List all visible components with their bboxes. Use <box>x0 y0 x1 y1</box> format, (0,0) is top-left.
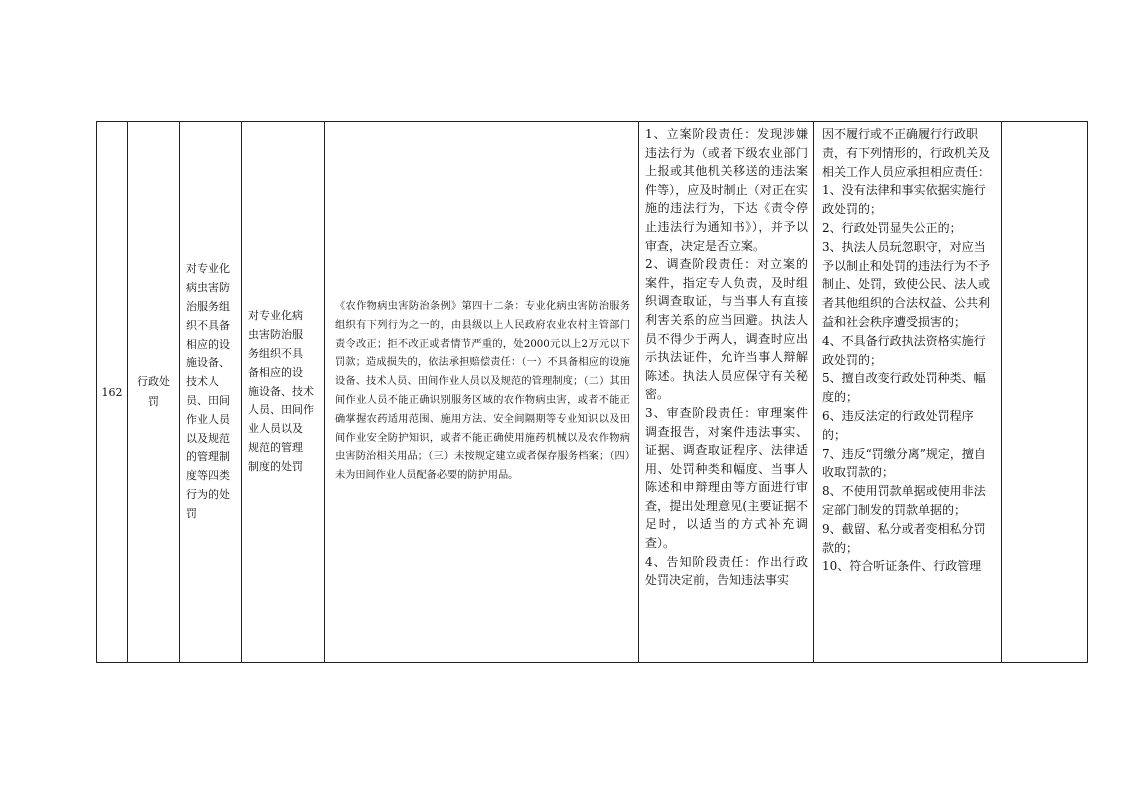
cell-category <box>128 122 180 663</box>
power-sub-item: 对专业化病 虫害防治服 务组织不具 备相应的设 施设备、技术 人员、田间作 业人员以及 规范的管理 制度的处罚 <box>248 309 314 473</box>
cell-item-name <box>180 122 242 663</box>
accountability-text: 因不履行或不正确履行行政职责，有下列情形的，行政机关及相关工作人员应承担相应责任： 1、没有法律和事实依据实施行政处罚的； 2、行政处罚显失公正的； 3、执法人员玩忽职守，对应当予以制止和处罚的违法行为不予制止、处罚，致使公民、法人或者其他组织的合法权益、公共利益和社会秩序遭受损害的； 4、不具备行政执法资格实施行政处罚的； 5、擅自改变行政处罚种类、幅度的； 6、违反法定的行政处罚程序的； 7、违反“罚缴分离”规定，擅自收取罚款的； 8、不使用罚款单据或使用非法定部门制发的罚款单据的； 9、截留、私分或者变相私分罚款的； 10、符合听证条件、行政管理 <box>822 127 991 574</box>
power-category: 行政处 罚 <box>137 375 170 408</box>
power-item-name: 对专业化 病虫害防 治服务组 织不具备 相应的设 施设备、 技术人 员、田间 作业人员 以及规范 的管理制 度等四类 行为的处 罚 <box>186 262 230 520</box>
cell-remarks <box>1002 122 1088 663</box>
cell-sub-item <box>242 122 325 663</box>
cell-accountability <box>814 122 1002 663</box>
legal-basis-text: 《农作物病虫害防治条例》第四十二条：专业化病虫害防治服务组织有下列行为之一的，由县级以上人民政府农业农村主管部门责令改正；拒不改正或者情节严重的，处2000元以上2万元以下罚款；造成损失的，依法承担赔偿责任：（一）不具备相应的设施设备、技术人员、田间作业人员以及规范的管理制度；（二）其田间作业人员不能正确识别服务区域的农作物病虫害，或者不能正确掌握农药适用范围、施用方法、安全间隔期等专业知识以及田间作业安全防护知识，或者不能正确使用施药机械以及农作物病虫害防治相关用品；（三）未按规定建立或者保存服务档案；（四）未为田间作业人员配备必要的防护用品。 <box>335 301 630 482</box>
row-number: 162 <box>101 385 123 399</box>
power-list-table <box>96 121 1088 663</box>
cell-number <box>97 122 128 663</box>
responsibility-text: 1、立案阶段责任：发现涉嫌违法行为（或者下级农业部门上报或其他机关移送的违法案件等），应及时制止（对正在实施的违法行为，下达《责令停止违法行为通知书》），并予以审查，决定是否立案。 2、调查阶段责任：对立案的案件，指定专人负责，及时组织调查取证，与当事人有直接利害关系的应当回避。执法人员不得少于两人，调查时应出示执法证件，允许当事人辩解陈述。执法人员应保守有关秘密。 3、审查阶段责任：审理案件调查报告，对案件违法事实、证据、调查取证程序、法律适用、处罚种类和幅度、当事人陈述和申辩理由等方面进行审查，提出处理意见(主要证据不足时，以适当的方式补充调查）。 4、告知阶段责任：作出行政处罚决定前，告知违法事实 <box>645 127 808 588</box>
cell-legal-basis <box>325 122 639 663</box>
table-row <box>97 122 1088 663</box>
cell-responsibilities <box>639 122 814 663</box>
